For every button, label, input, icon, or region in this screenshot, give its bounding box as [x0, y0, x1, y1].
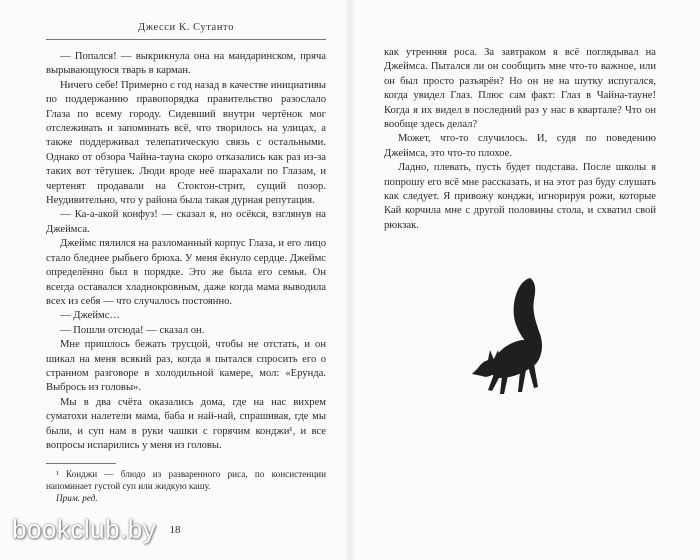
fox-silhouette-icon	[470, 270, 570, 410]
paragraph: — Ка-а-акой конфуз! — сказал я, но осёкся, взглянув на Джеймса.	[46, 209, 326, 235]
paragraph: — Джеймс…	[60, 310, 121, 322]
running-head: Джесси К. Сутанто	[138, 22, 234, 33]
page-number: 18	[169, 524, 181, 536]
right-page-text	[384, 46, 656, 233]
footnote-rule	[46, 463, 116, 464]
left-page-text	[46, 50, 326, 453]
paragraph: Джеймс пялился на разломанный корпус Глаза, и его лицо стало бледнее рыбьего брюха. У меня ёкнуло сердце. Джеймс определённо был в порядке. Это же была его семья. Он всегда оставался хладнокровным, даже когда мама выводила всех из себя — что случалось постоянно.	[46, 238, 326, 307]
paragraph: Ничего себе! Примерно с год назад в качестве инициативы по поддержанию правопорядка правительство разослало Глаза по всему городу. Сидевший внутри чертёнок мог отслеживать и запоминать всё, что творилось на улицах, а также поддерживал телепатическую связь с остальными. Однако от обзора Чайна-тауна скоро отказались как раз из-за таких вот тётушек. Люди вроде неё шарахали по Глазам, и чертенят продавали на Стоктон-стрит, сущий позор. Неудивительно, что у района была такая дурная репутация.	[46, 79, 326, 207]
paragraph: Мы в два счёта оказались дома, где на нас вихрем суматохи налетели мама, баба и най-най, спрашивая, где мы были, и суп нам в руки чашки с горячим конджи¹, и все вопросы испарились у меня из головы.	[46, 396, 326, 451]
footnote-text: ¹ Конджи — блюдо из разваренного риса, по консистенции напоминает густой суп или жидкую кашу.	[46, 469, 326, 492]
footnote-editor-note: Прим. ред.	[56, 493, 98, 504]
paragraph: как утренняя роса. За завтраком я всё поглядывал на Джеймса. Пытался ли он сообщить мне что-то важное, или он был просто разъярён? Но он не на шутку испугался, когда увидел Глаз. Плюс сам факт: Глаз в Чайна-тауне! Когда я их видел в последний раз у нас в квартале? Что он вообще здесь делал?	[384, 47, 656, 131]
watermark-logo: bookclub.by	[12, 514, 157, 544]
paragraph: Ладно, плевать, пусть будет подстава. После школы я попрошу его всё мне рассказать, и на этот раз буду слушать как следует. Я привожу конджи, игнорируя рожи, которые Кай корчила мне с другой половины стола, и схватил свой рюкзак.	[384, 162, 656, 231]
paragraph: Мне пришлось бежать трусцой, чтобы не отстать, и он шикал на меня всякий раз, когда я пытался спросить его о странном разговоре в холодильной камере, мол: «Ерунда. Выбрось из головы».	[46, 339, 326, 394]
footnote	[46, 468, 326, 504]
paragraph: — Пошли отсюда! — сказал он.	[60, 324, 205, 336]
header-rule	[46, 39, 326, 40]
paragraph: Может, что-то случилось. И, судя по поведению Джеймса, это что-то плохое.	[384, 133, 656, 159]
paragraph: — Попался! — выкрикнула она на мандаринском, пряча вырывающуюся тварь в карман.	[46, 51, 326, 77]
